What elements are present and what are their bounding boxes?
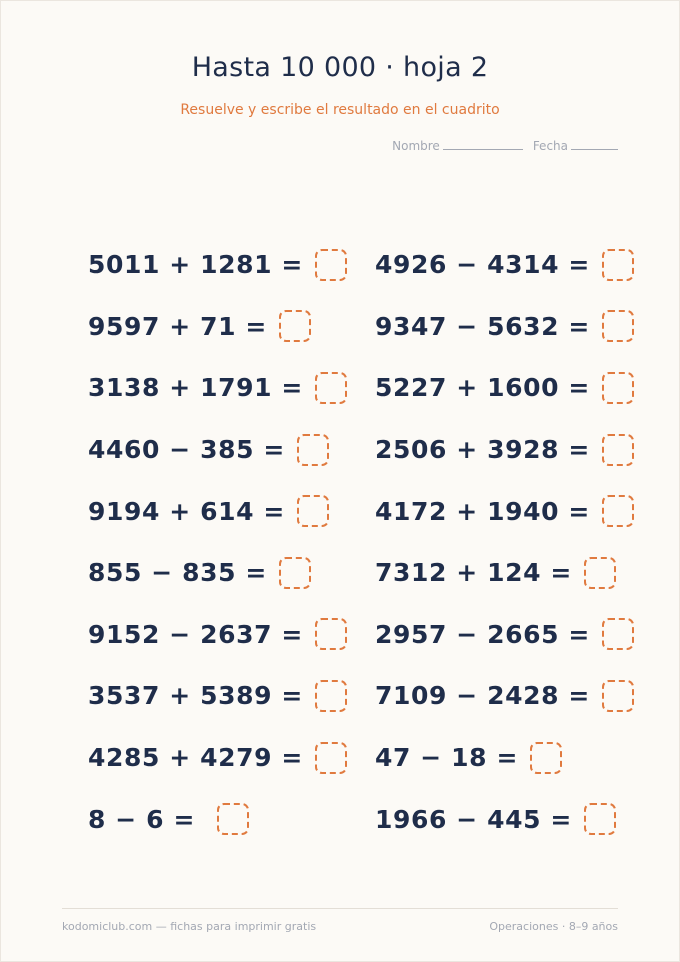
exercise-text: 47 − 18 =	[375, 743, 518, 773]
name-line[interactable]	[443, 139, 523, 150]
exercise-row	[88, 357, 347, 419]
exercise-row	[375, 665, 634, 727]
exercise-text: 9347 − 5632 =	[375, 311, 590, 341]
exercise-text: 9152 − 2637 =	[88, 619, 303, 649]
name-field[interactable]	[392, 139, 523, 153]
date-field[interactable]	[533, 139, 618, 153]
answer-box[interactable]	[530, 742, 562, 774]
answer-box[interactable]	[315, 680, 347, 712]
answer-box[interactable]	[602, 372, 634, 404]
answer-box[interactable]	[315, 742, 347, 774]
exercise-row	[375, 480, 634, 542]
exercise-text: 7109 − 2428 =	[375, 681, 590, 711]
date-line[interactable]	[571, 139, 618, 150]
exercises-right-column	[375, 234, 634, 850]
exercise-row	[88, 604, 347, 666]
answer-box[interactable]	[584, 557, 616, 589]
exercise-row	[88, 234, 347, 296]
exercise-row	[375, 357, 634, 419]
answer-box[interactable]	[602, 249, 634, 281]
answer-box[interactable]	[315, 618, 347, 650]
exercise-row	[375, 788, 634, 850]
worksheet-title: Hasta 10 000 · hoja 2	[191, 52, 489, 83]
exercise-row	[375, 727, 634, 789]
answer-box[interactable]	[217, 803, 249, 835]
footer-divider	[62, 908, 618, 909]
exercise-row	[88, 296, 347, 358]
answer-box[interactable]	[602, 310, 634, 342]
answer-box[interactable]	[584, 803, 616, 835]
exercise-row	[88, 788, 347, 850]
exercise-row	[88, 480, 347, 542]
exercise-text: 7312 + 124 =	[375, 558, 572, 588]
student-fields	[392, 139, 618, 153]
exercise-row	[88, 419, 347, 481]
exercise-text: 3138 + 1791 =	[88, 373, 303, 403]
exercise-text: 3537 + 5389 =	[88, 681, 303, 711]
exercise-text: 5011 + 1281 =	[88, 250, 303, 280]
worksheet-subtitle: Resuelve y escribe el resultado en el cuadrito	[180, 102, 500, 118]
exercise-row	[375, 604, 634, 666]
exercise-text: 2506 + 3928 =	[375, 435, 590, 465]
exercise-text: 9597 + 71 =	[88, 311, 267, 341]
answer-box[interactable]	[297, 495, 329, 527]
footer-site: kodomiclub.com — fichas para imprimir gratis	[62, 920, 317, 933]
exercise-text: 8 − 6 =	[88, 804, 195, 834]
exercise-text: 4285 + 4279 =	[88, 743, 303, 773]
answer-box[interactable]	[279, 310, 311, 342]
answer-box[interactable]	[602, 618, 634, 650]
exercise-text: 4926 − 4314 =	[375, 250, 590, 280]
exercise-row	[375, 296, 634, 358]
exercise-text: 1966 − 445 =	[375, 804, 572, 834]
exercise-text: 9194 + 614 =	[88, 496, 285, 526]
answer-box[interactable]	[315, 372, 347, 404]
exercise-row	[88, 665, 347, 727]
exercise-text: 2957 − 2665 =	[375, 619, 590, 649]
answer-box[interactable]	[279, 557, 311, 589]
date-label: Fecha	[532, 139, 568, 153]
exercise-text: 4172 + 1940 =	[375, 496, 590, 526]
exercise-text: 4460 − 385 =	[88, 435, 285, 465]
name-label: Nombre	[392, 139, 440, 153]
exercise-text: 855 − 835 =	[88, 558, 267, 588]
exercise-row	[88, 542, 347, 604]
answer-box[interactable]	[315, 249, 347, 281]
answer-box[interactable]	[297, 434, 329, 466]
exercise-row	[375, 234, 634, 296]
exercise-row	[375, 542, 634, 604]
exercise-row	[88, 727, 347, 789]
exercise-text: 5227 + 1600 =	[375, 373, 590, 403]
answer-box[interactable]	[602, 680, 634, 712]
answer-box[interactable]	[602, 495, 634, 527]
exercises-left-column	[88, 234, 347, 850]
answer-box[interactable]	[602, 434, 634, 466]
exercise-row	[375, 419, 634, 481]
footer-category: Operaciones · 8–9 años	[489, 920, 618, 933]
